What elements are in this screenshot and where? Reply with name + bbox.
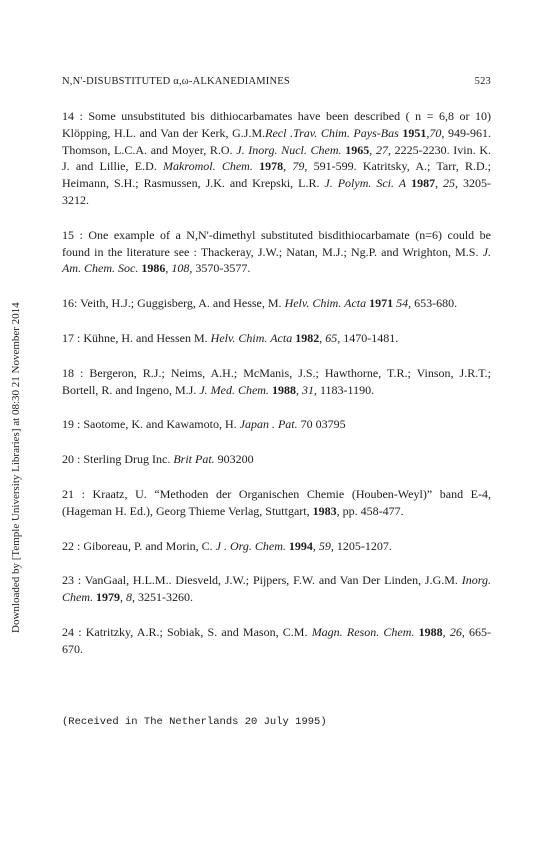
- reference-segment: 27,: [375, 142, 391, 157]
- reference-segment: Japan . Pat.: [239, 417, 298, 432]
- reference-segment: ,: [319, 330, 326, 345]
- reference-item: [62, 538, 491, 555]
- reference-segment: 1988: [418, 624, 443, 639]
- reference-segment: 3251-3260.: [135, 590, 193, 605]
- reference-segment: Helv. Chim. Acta: [284, 296, 367, 311]
- reference-segment: 24 : Katritzky, A.R.; Sobiak, S. and Mason, C.M.: [62, 624, 312, 639]
- reference-segment: 15 : One example of a N,N'-dimethyl substituted bisdithiocarbamate (n=6) could be found in the literature see : Thackeray, J.W.; Natan, M.J.; Ng.P. and Wrighton, M.S.: [62, 227, 491, 259]
- reference-segment: 1988: [271, 382, 296, 397]
- reference-segment: 2225-2230. Ivin. K. J. and Lillie, E.D.: [62, 142, 491, 174]
- reference-segment: Helv. Chim. Acta: [210, 330, 293, 345]
- reference-segment: 1979: [96, 590, 120, 605]
- reference-segment: ,: [165, 261, 172, 276]
- reference-item: [62, 295, 491, 312]
- reference-segment: 19 : Saotome, K. and Kawamoto, H.: [62, 417, 240, 432]
- reference-segment: 1205-1207.: [333, 538, 392, 553]
- reference-item: [62, 486, 491, 520]
- running-title: N,N'-DISUBSTITUTED α,ω-ALKANEDIAMINES: [62, 76, 290, 87]
- download-watermark: Downloaded by [Temple University Libraries] at 08:30 21 November 2014: [10, 302, 22, 633]
- reference-segment: 17 : Kühne, H. and Hessen M.: [62, 330, 211, 345]
- reference-segment: 31,: [301, 382, 317, 397]
- reference-segment: ,: [435, 176, 444, 191]
- reference-list: [62, 108, 491, 676]
- reference-item: [62, 365, 491, 399]
- reference-segment: 26,: [449, 624, 465, 639]
- reference-segment: 18 : Bergeron, R.J.; Neims, A.H.; McManis, J.S.; Hawthorne, T.R.; Vinson, J.R.T.; Bortell, R. and Ingeno, M.J.: [62, 365, 491, 397]
- reference-segment: 20 : Sterling Drug Inc.: [62, 452, 174, 467]
- reference-segment: J. Polym. Sci. A: [324, 176, 407, 191]
- reference-segment: 54,: [396, 296, 412, 311]
- received-note: (Received in The Netherlands 20 July 1995): [62, 716, 327, 728]
- reference-segment: 3205-3212.: [62, 176, 491, 207]
- reference-segment: 1183-1190.: [316, 382, 375, 397]
- reference-segment: 1978: [259, 159, 284, 174]
- reference-segment: , pp. 458-477.: [336, 503, 404, 518]
- reference-segment: Makromol. Chem.: [163, 159, 253, 174]
- reference-item: [62, 330, 491, 347]
- reference-segment: Recl .Trav. Chim. Pays-Bas: [265, 125, 399, 140]
- reference-segment: 23 : VanGaal, H.L.M.. Diesveld, J.W.; Pijpers, F.W. and Van Der Linden, J.G.M.: [62, 573, 462, 588]
- reference-segment: J. Med. Chem.: [199, 382, 269, 397]
- reference-segment: 1971: [369, 296, 394, 311]
- reference-segment: 16: Veith, H.J.; Guggisberg, A. and Hesse, M.: [62, 296, 285, 311]
- reference-segment: 21 : Kraatz, U. “Methoden der Organischen Chemie (Houben-Weyl)” band E-4, (Hageman H. Ed.), Georg Thieme Verlag, Stuttgart,: [62, 486, 491, 518]
- reference-segment: 22 : Giboreau, P. and Morin, C.: [62, 538, 216, 553]
- reference-segment: J. Am. Chem. Soc.: [62, 244, 491, 276]
- running-header: [62, 76, 491, 87]
- reference-item: [62, 624, 491, 658]
- reference-segment: 903200: [214, 452, 254, 467]
- reference-item: [62, 227, 491, 277]
- reference-segment: ,: [426, 125, 430, 140]
- reference-segment: 1987: [411, 176, 436, 191]
- reference-segment: 70,: [429, 125, 445, 140]
- reference-segment: 25,: [443, 176, 459, 191]
- reference-segment: 1982: [295, 330, 320, 345]
- reference-segment: 591-599. Katritsky, A.; Tarr, R.D.; Heimann, S.H.; Rasmussen, J.K. and Krepski, L.R.: [62, 159, 492, 191]
- reference-segment: J. Inorg. Nucl. Chem.: [236, 142, 342, 157]
- reference-segment: 3570-3577.: [192, 261, 251, 276]
- reference-segment: 79,: [292, 159, 308, 174]
- reference-segment: ,: [295, 382, 302, 397]
- reference-item: [62, 451, 491, 468]
- reference-segment: 70 03795: [297, 417, 346, 432]
- reference-segment: 8,: [126, 590, 135, 605]
- reference-segment: 665-670.: [62, 624, 492, 656]
- reference-item: [62, 572, 491, 606]
- reference-segment: J . Org. Chem.: [215, 538, 286, 553]
- reference-segment: 1986: [141, 261, 166, 276]
- reference-segment: 1994: [288, 538, 313, 553]
- reference-segment: 59,: [318, 538, 334, 553]
- reference-segment: ,: [369, 142, 376, 157]
- reference-segment: ,: [442, 624, 450, 639]
- reference-segment: 1951: [402, 125, 427, 140]
- reference-segment: Inorg. Chem.: [62, 573, 491, 605]
- reference-segment: 1470-1481.: [340, 330, 399, 345]
- page-number: 523: [474, 76, 491, 87]
- reference-item: [62, 416, 491, 433]
- reference-segment: 1983: [312, 503, 337, 518]
- reference-segment: ,: [120, 590, 126, 605]
- reference-segment: 65,: [325, 330, 341, 345]
- reference-segment: 1965: [345, 142, 370, 157]
- reference-segment: 653-680.: [411, 296, 458, 311]
- reference-segment: ,: [283, 159, 293, 174]
- reference-item: [62, 108, 491, 209]
- reference-segment: ,: [312, 538, 319, 553]
- reference-segment: Magn. Reson. Chem.: [311, 624, 415, 639]
- reference-segment: 108,: [171, 261, 193, 276]
- reference-segment: Brit Pat.: [173, 452, 215, 467]
- reference-segment: 949-961. Thomson, L.C.A. and Moyer, R.O.: [62, 125, 492, 157]
- reference-segment: 14 : Some unsubstituted bis dithiocarbamates have been described ( n = 6,8 or 10) Klöpping, H.L. and Van der Kerk, G.J.M.: [62, 109, 491, 140]
